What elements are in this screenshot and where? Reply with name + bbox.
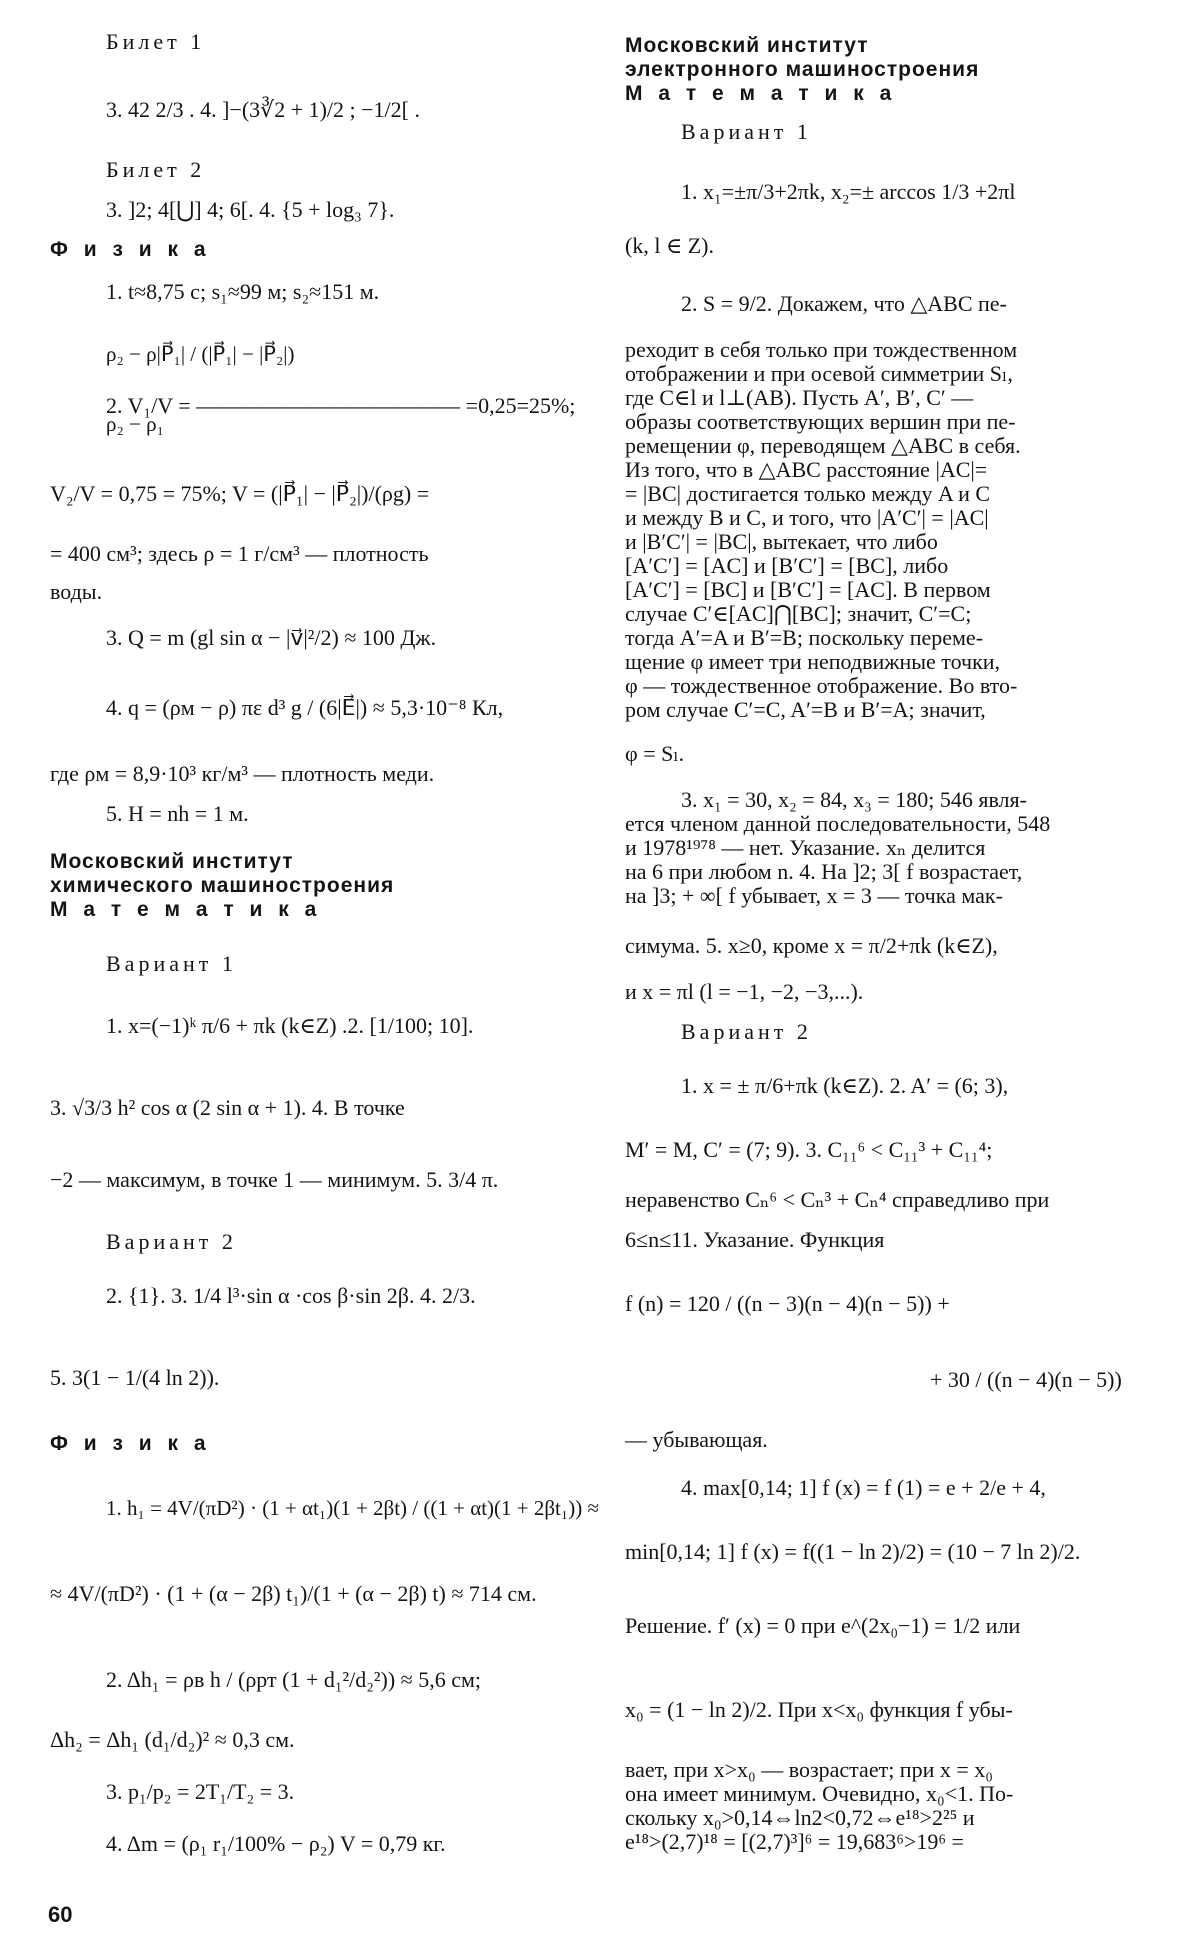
left-text-line: 2. V₁/V = ———————————— =0,25=25%; (106, 393, 576, 418)
left-text-line: химического машиностроения (50, 874, 395, 897)
left-text-line: 3. √3/3 h² cos α (2 sin α + 1). 4. В точке (50, 1095, 405, 1120)
left-text-line: = 400 см³; здесь ρ = 1 г/см³ — плотность (50, 541, 429, 566)
right-text-line: = |BC| достигается только между A и C (625, 481, 991, 506)
right-text-line: ремещении φ, переводящем △ABC в себя. (625, 433, 1021, 458)
right-text-line: Вариант 2 (681, 1019, 812, 1044)
right-text-line: она имеет минимум. Очевидно, x₀<1. По- (625, 1781, 1014, 1806)
right-text-line: на ]3; + ∞[ f убывает, x = 3 — точка мак- (625, 883, 1003, 908)
left-text-line: Билет 1 (106, 29, 206, 54)
right-text-line: М а т е м а т и к а (625, 82, 897, 105)
right-text-line: 1. x₁=±π/3+2πk, x₂=± arccos 1/3 +2πl (681, 179, 1016, 204)
left-text-line: Ф и з и к а (50, 1432, 211, 1455)
right-text-line: образы соответствующих вершин при пе- (625, 409, 1016, 434)
right-text-line: неравенство Cₙ⁶ < Cₙ³ + Cₙ⁴ справедливо при (625, 1187, 1050, 1212)
right-text-line: и между B и C, и того, что |A′C′| = |AC| (625, 505, 989, 530)
right-text-line: f (n) = 120 / ((n − 3)(n − 4)(n − 5)) + (625, 1291, 950, 1316)
left-text-line: −2 — максимум, в точке 1 — минимум. 5. 3/4 π. (50, 1167, 499, 1192)
right-text-line: и |B′C′| = |BC|, вытекает, что либо (625, 529, 938, 554)
right-text-line: M′ = M, C′ = (7; 9). 3. C₁₁⁶ < C₁₁³ + C₁₁⁴; (625, 1137, 993, 1162)
right-text-line: отображении и при осевой симметрии Sₗ, (625, 361, 1013, 386)
right-text-line: φ = Sₗ. (625, 741, 685, 766)
right-text-line: ром случае C′=C, A′=B и B′=A; значит, (625, 697, 986, 722)
left-text-line: Вариант 2 (106, 1229, 237, 1254)
right-text-line: 4. max[0,14; 1] f (x) = f (1) = e + 2/e + 4, (681, 1475, 1046, 1500)
left-text-line: 2. Δh₁ = ρв h / (ρрт (1 + d₁²/d₂²)) ≈ 5,6 см; (106, 1667, 482, 1692)
left-text-line: 1. x=(−1)ᵏ π/6 + πk (k∈Z) .2. [1/100; 10]. (106, 1013, 474, 1038)
right-text-line: случае C′∈[AC]⋂[BC]; значит, C′=C; (625, 601, 972, 626)
right-text-line: на 6 при любом n. 4. На ]2; 3[ f возрастает, (625, 859, 1023, 884)
right-text-line: симума. 5. x≥0, кроме x = π/2+πk (k∈Z), (625, 933, 998, 958)
left-text-line: 3. ]2; 4[⋃] 4; 6[. 4. {5 + log₃ 7}. (106, 197, 395, 222)
right-text-line: где C∈l и l⊥(AB). Пусть A′, B′, C′ — (625, 385, 974, 410)
right-text-line: 6≤n≤11. Указание. Функция (625, 1227, 885, 1252)
right-text-line: вает, при x>x₀ — возрастает; при x = x₀ (625, 1757, 993, 1782)
right-text-line: ется членом данной последовательности, 548 (625, 811, 1051, 836)
left-text-line: 4. q = (ρм − ρ) πε d³ g / (6|E⃗|) ≈ 5,3·10⁻⁸ Кл, (106, 695, 504, 720)
left-text-line: 3. 42 2/3 . 4. ]−(3∛2 + 1)/2 ; −1/2[ . (106, 97, 420, 122)
right-text-line: Московский институт (625, 34, 869, 57)
left-text-line: 3. p₁/p₂ = 2T₁/T₂ = 3. (106, 1779, 295, 1804)
right-text-line: скольку x₀>0,14⇔ln2<0,72⇔e¹⁸>2²⁵ и (625, 1805, 975, 1830)
right-text-line: Вариант 1 (681, 119, 812, 144)
left-text-line: 3. Q = m (gl sin α − |v⃗|²/2) ≈ 100 Дж. (106, 625, 437, 650)
right-text-line: электронного машиностроения (625, 58, 980, 81)
right-text-line: (k, l ∈ Z). (625, 233, 714, 258)
right-text-line: e¹⁸>(2,7)¹⁸ = [(2,7)³]⁶ = 19,683⁶>19⁶ = (625, 1829, 964, 1854)
left-text-line: Билет 2 (106, 157, 206, 182)
right-text-line: и x = πl (l = −1, −2, −3,...). (625, 979, 864, 1004)
page-number: 60 (48, 1902, 73, 1927)
right-text-line: Решение. f′ (x) = 0 при e^(2x₀−1) = 1/2 или (625, 1613, 1021, 1638)
left-text-line: V₂/V = 0,75 = 75%; V = (|P⃗₁| − |P⃗₂|)/(ρg) = (50, 481, 430, 506)
right-text-line: min[0,14; 1] f (x) = f((1 − ln 2)/2) = (10 − 7 ln 2)/2. (625, 1539, 1081, 1564)
left-text-line: 4. Δm = (ρ₁ r₁/100% − ρ₂) V = 0,79 кг. (106, 1831, 446, 1856)
right-text-line: [A′C′] = [BC] и [B′C′] = [AC]. В первом (625, 577, 991, 602)
right-text-line: тогда A′=A и B′=B; поскольку переме- (625, 625, 984, 650)
right-text-line: реходит в себя только при тождественном (625, 337, 1018, 362)
right-text-line: — убывающая. (625, 1427, 768, 1452)
left-text-line: 5. H = nh = 1 м. (106, 801, 249, 826)
left-text-line: ρ₂ − ρ₁ (106, 412, 164, 436)
right-text-line: x₀ = (1 − ln 2)/2. При x<x₀ функция f убы- (625, 1697, 1013, 1722)
right-text-line: + 30 / ((n − 4)(n − 5)) (930, 1367, 1122, 1392)
left-text-line: воды. (50, 579, 103, 604)
left-text-line: ρ₂ − ρ|P⃗₁| / (|P⃗₁| − |P⃗₂|) (106, 342, 295, 366)
right-text-line: 3. x₁ = 30, x₂ = 84, x₃ = 180; 546 явля- (681, 787, 1027, 812)
right-text-line: и 1978¹⁹⁷⁸ — нет. Указание. xₙ делится (625, 835, 986, 860)
right-text-line: 2. S = 9/2. Докажем, что △ABC пе- (681, 291, 1007, 316)
left-text-line: 5. 3(1 − 1/(4 ln 2)). (50, 1365, 220, 1390)
left-text-line: Δh₂ = Δh₁ (d₁/d₂)² ≈ 0,3 см. (50, 1727, 295, 1752)
left-text-line: Московский институт (50, 850, 294, 873)
right-text-line: φ — тождественное отображение. Во вто- (625, 673, 1018, 698)
right-text-line: щение φ имеет три неподвижные точки, (625, 649, 1001, 674)
left-text-line: 2. {1}. 3. 1/4 l³·sin α ·cos β·sin 2β. 4. 2/3. (106, 1283, 476, 1308)
right-text-line: Из того, что в △ABC расстояние |AC|= (625, 457, 988, 482)
left-text-line: 1. h₁ = 4V/(πD²) · (1 + αt₁)(1 + 2βt) / ((1 + αt)(1 + 2βt₁)) ≈ (106, 1496, 599, 1520)
right-text-line: 1. x = ± π/6+πk (k∈Z). 2. A′ = (6; 3), (681, 1073, 1009, 1098)
left-text-line: Ф и з и к а (50, 238, 211, 261)
left-text-line: М а т е м а т и к а (50, 898, 322, 921)
left-text-line: 1. t≈8,75 с; s₁≈99 м; s₂≈151 м. (106, 279, 380, 304)
left-text-line: ≈ 4V/(πD²) · (1 + (α − 2β) t₁)/(1 + (α − 2β) t) ≈ 714 см. (50, 1581, 537, 1606)
left-text-line: где ρм = 8,9·10³ кг/м³ — плотность меди. (50, 761, 435, 786)
right-text-line: [A′C′] = [AC] и [B′C′] = [BC], либо (625, 553, 949, 578)
left-text-line: Вариант 1 (106, 951, 237, 976)
